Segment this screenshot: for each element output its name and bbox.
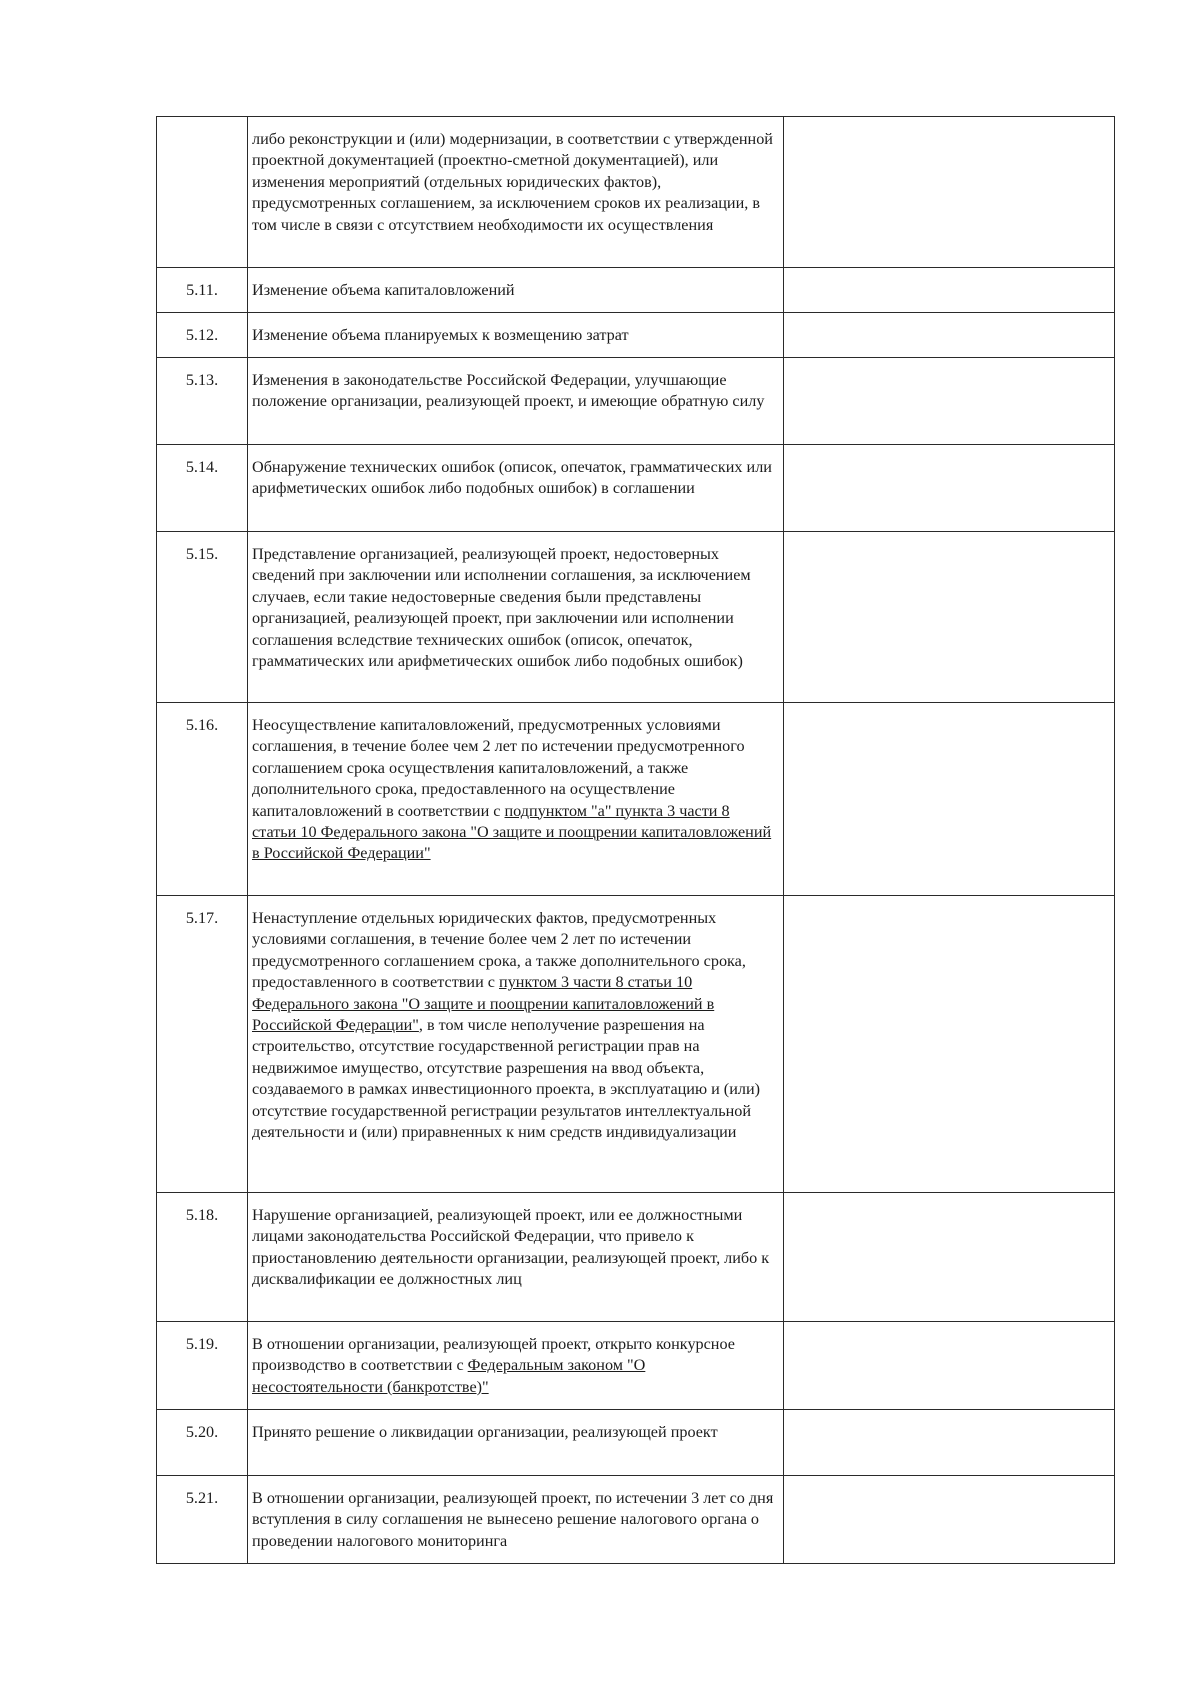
row-text: Нарушение организацией, реализующей проект, или ее должностными лицами законодательства Российской Федерации, что привело к приостановлению деятельности организации, реализующей проект, либо к дисквалификации ее должностных лиц xyxy=(252,1206,770,1289)
row-number-cell: 5.11. xyxy=(157,268,248,313)
row-empty-cell xyxy=(784,117,1115,268)
row-text-cell xyxy=(248,1476,784,1564)
row-text: Обнаружение технических ошибок (описок, опечаток, грамматических или арифметических ошибок либо подобных ошибок) в соглашении xyxy=(252,458,772,498)
row-number-cell: 5.15. xyxy=(157,532,248,703)
row-number-cell: 5.17. xyxy=(157,896,248,1193)
row-empty-cell xyxy=(784,358,1115,445)
table-row xyxy=(157,896,1115,1193)
row-text-cell xyxy=(248,313,784,358)
table-row xyxy=(157,1410,1115,1476)
row-number-cell: 5.19. xyxy=(157,1322,248,1410)
law-reference-link[interactable]: подпунктом "а" пункта 3 части 8 статьи 10 Федерального закона "О защите и поощрении капиталовложений в Российской Федерации" xyxy=(252,801,772,863)
row-text: В отношении организации, реализующей проект, по истечении 3 лет со дня вступления в силу соглашения не вынесено решение налогового органа о проведении налогового мониторинга xyxy=(252,1489,774,1550)
table-row xyxy=(157,117,1115,268)
row-number-cell: 5.14. xyxy=(157,445,248,532)
row-empty-cell xyxy=(784,1410,1115,1476)
row-text: Представление организацией, реализующей проект, недостоверных сведений при заключении или исполнении соглашения, за исключением случаев, если такие недостоверные сведения были представлены организацией, реализующей проект, при заключении или исполнении соглашения вследствие технических ошибок (описок, опечаток, грамматических или арифметических ошибок либо подобных ошибок) xyxy=(252,545,751,671)
law-reference-link[interactable]: Федеральным законом "О несостоятельности (банкротстве)" xyxy=(252,1356,646,1396)
row-empty-cell xyxy=(784,1476,1115,1564)
table-row xyxy=(157,268,1115,313)
row-empty-cell xyxy=(784,313,1115,358)
row-number-cell: 5.20. xyxy=(157,1410,248,1476)
row-text-cell xyxy=(248,532,784,703)
row-text-cell xyxy=(248,1410,784,1476)
row-text: Неосуществление капиталовложений, предусмотренных условиями соглашения, в течение более чем 2 лет по истечении предусмотренного соглашением срока осуществления капиталовложений, а также дополнительного срока, предоставленного на осуществление капиталовложений в соответствии с xyxy=(252,716,745,820)
row-text: Изменение объема капиталовложений xyxy=(252,281,515,299)
row-empty-cell xyxy=(784,532,1115,703)
row-number-cell: 5.12. xyxy=(157,313,248,358)
table-row xyxy=(157,358,1115,445)
row-text: Ненаступление отдельных юридических фактов, предусмотренных условиями соглашения, в течение более чем 2 лет по истечении предусмотренного соглашением срока, а также дополнительного срока, предоставленного в соответствии с xyxy=(252,909,746,992)
table-row xyxy=(157,703,1115,896)
row-text-cell xyxy=(248,1322,784,1410)
measures-table xyxy=(156,116,1115,1564)
row-text: В отношении организации, реализующей проект, открыто конкурсное производство в соответствии с xyxy=(252,1335,735,1375)
row-text: Принято решение о ликвидации организации, реализующей проект xyxy=(252,1423,718,1441)
row-text-cell xyxy=(248,358,784,445)
row-empty-cell xyxy=(784,268,1115,313)
row-empty-cell xyxy=(784,1322,1115,1410)
law-reference-link[interactable]: пунктом 3 части 8 статьи 10 Федерального закона "О защите и поощрении капиталовложений в Российской Федерации" xyxy=(252,973,715,1035)
row-text-cell xyxy=(248,896,784,1193)
row-number-cell: 5.16. xyxy=(157,703,248,896)
row-number-cell: 5.13. xyxy=(157,358,248,445)
row-empty-cell xyxy=(784,896,1115,1193)
row-text-cell xyxy=(248,703,784,896)
table-row xyxy=(157,313,1115,358)
row-text-cell xyxy=(248,268,784,313)
row-text: , в том числе неполучение разрешения на строительство, отсутствие государственной регистрации прав на недвижимое имущество, отсутствие разрешения на ввод объекта, создаваемого в рамках инвестиционного проекта, в эксплуатацию и (или) отсутствие государственной регистрации результатов интеллектуальной деятельности и (или) приравненных к ним средств индивидуализации xyxy=(252,1016,760,1142)
row-text-cell xyxy=(248,445,784,532)
table-row xyxy=(157,445,1115,532)
row-text: Изменения в законодательстве Российской Федерации, улучшающие положение организации, реализующей проект, и имеющие обратную силу xyxy=(252,371,765,411)
row-number-cell: 5.21. xyxy=(157,1476,248,1564)
row-text: Изменение объема планируемых к возмещению затрат xyxy=(252,326,629,344)
table-row xyxy=(157,1193,1115,1322)
table-row xyxy=(157,1476,1115,1564)
row-number-cell xyxy=(157,117,248,268)
row-empty-cell xyxy=(784,445,1115,532)
row-text: либо реконструкции и (или) модернизации, в соответствии с утвержденной проектной документацией (проектно-сметной документацией), или изменения мероприятий (отдельных юридических фактов), предусмотренных соглашением, за исключением сроков их реализации, в том числе в связи с отсутствием необходимости их осуществления xyxy=(252,130,773,234)
row-number-cell: 5.18. xyxy=(157,1193,248,1322)
row-empty-cell xyxy=(784,1193,1115,1322)
row-text-cell xyxy=(248,1193,784,1322)
row-empty-cell xyxy=(784,703,1115,896)
row-text-cell xyxy=(248,117,784,268)
table-row xyxy=(157,532,1115,703)
table-row xyxy=(157,1322,1115,1410)
